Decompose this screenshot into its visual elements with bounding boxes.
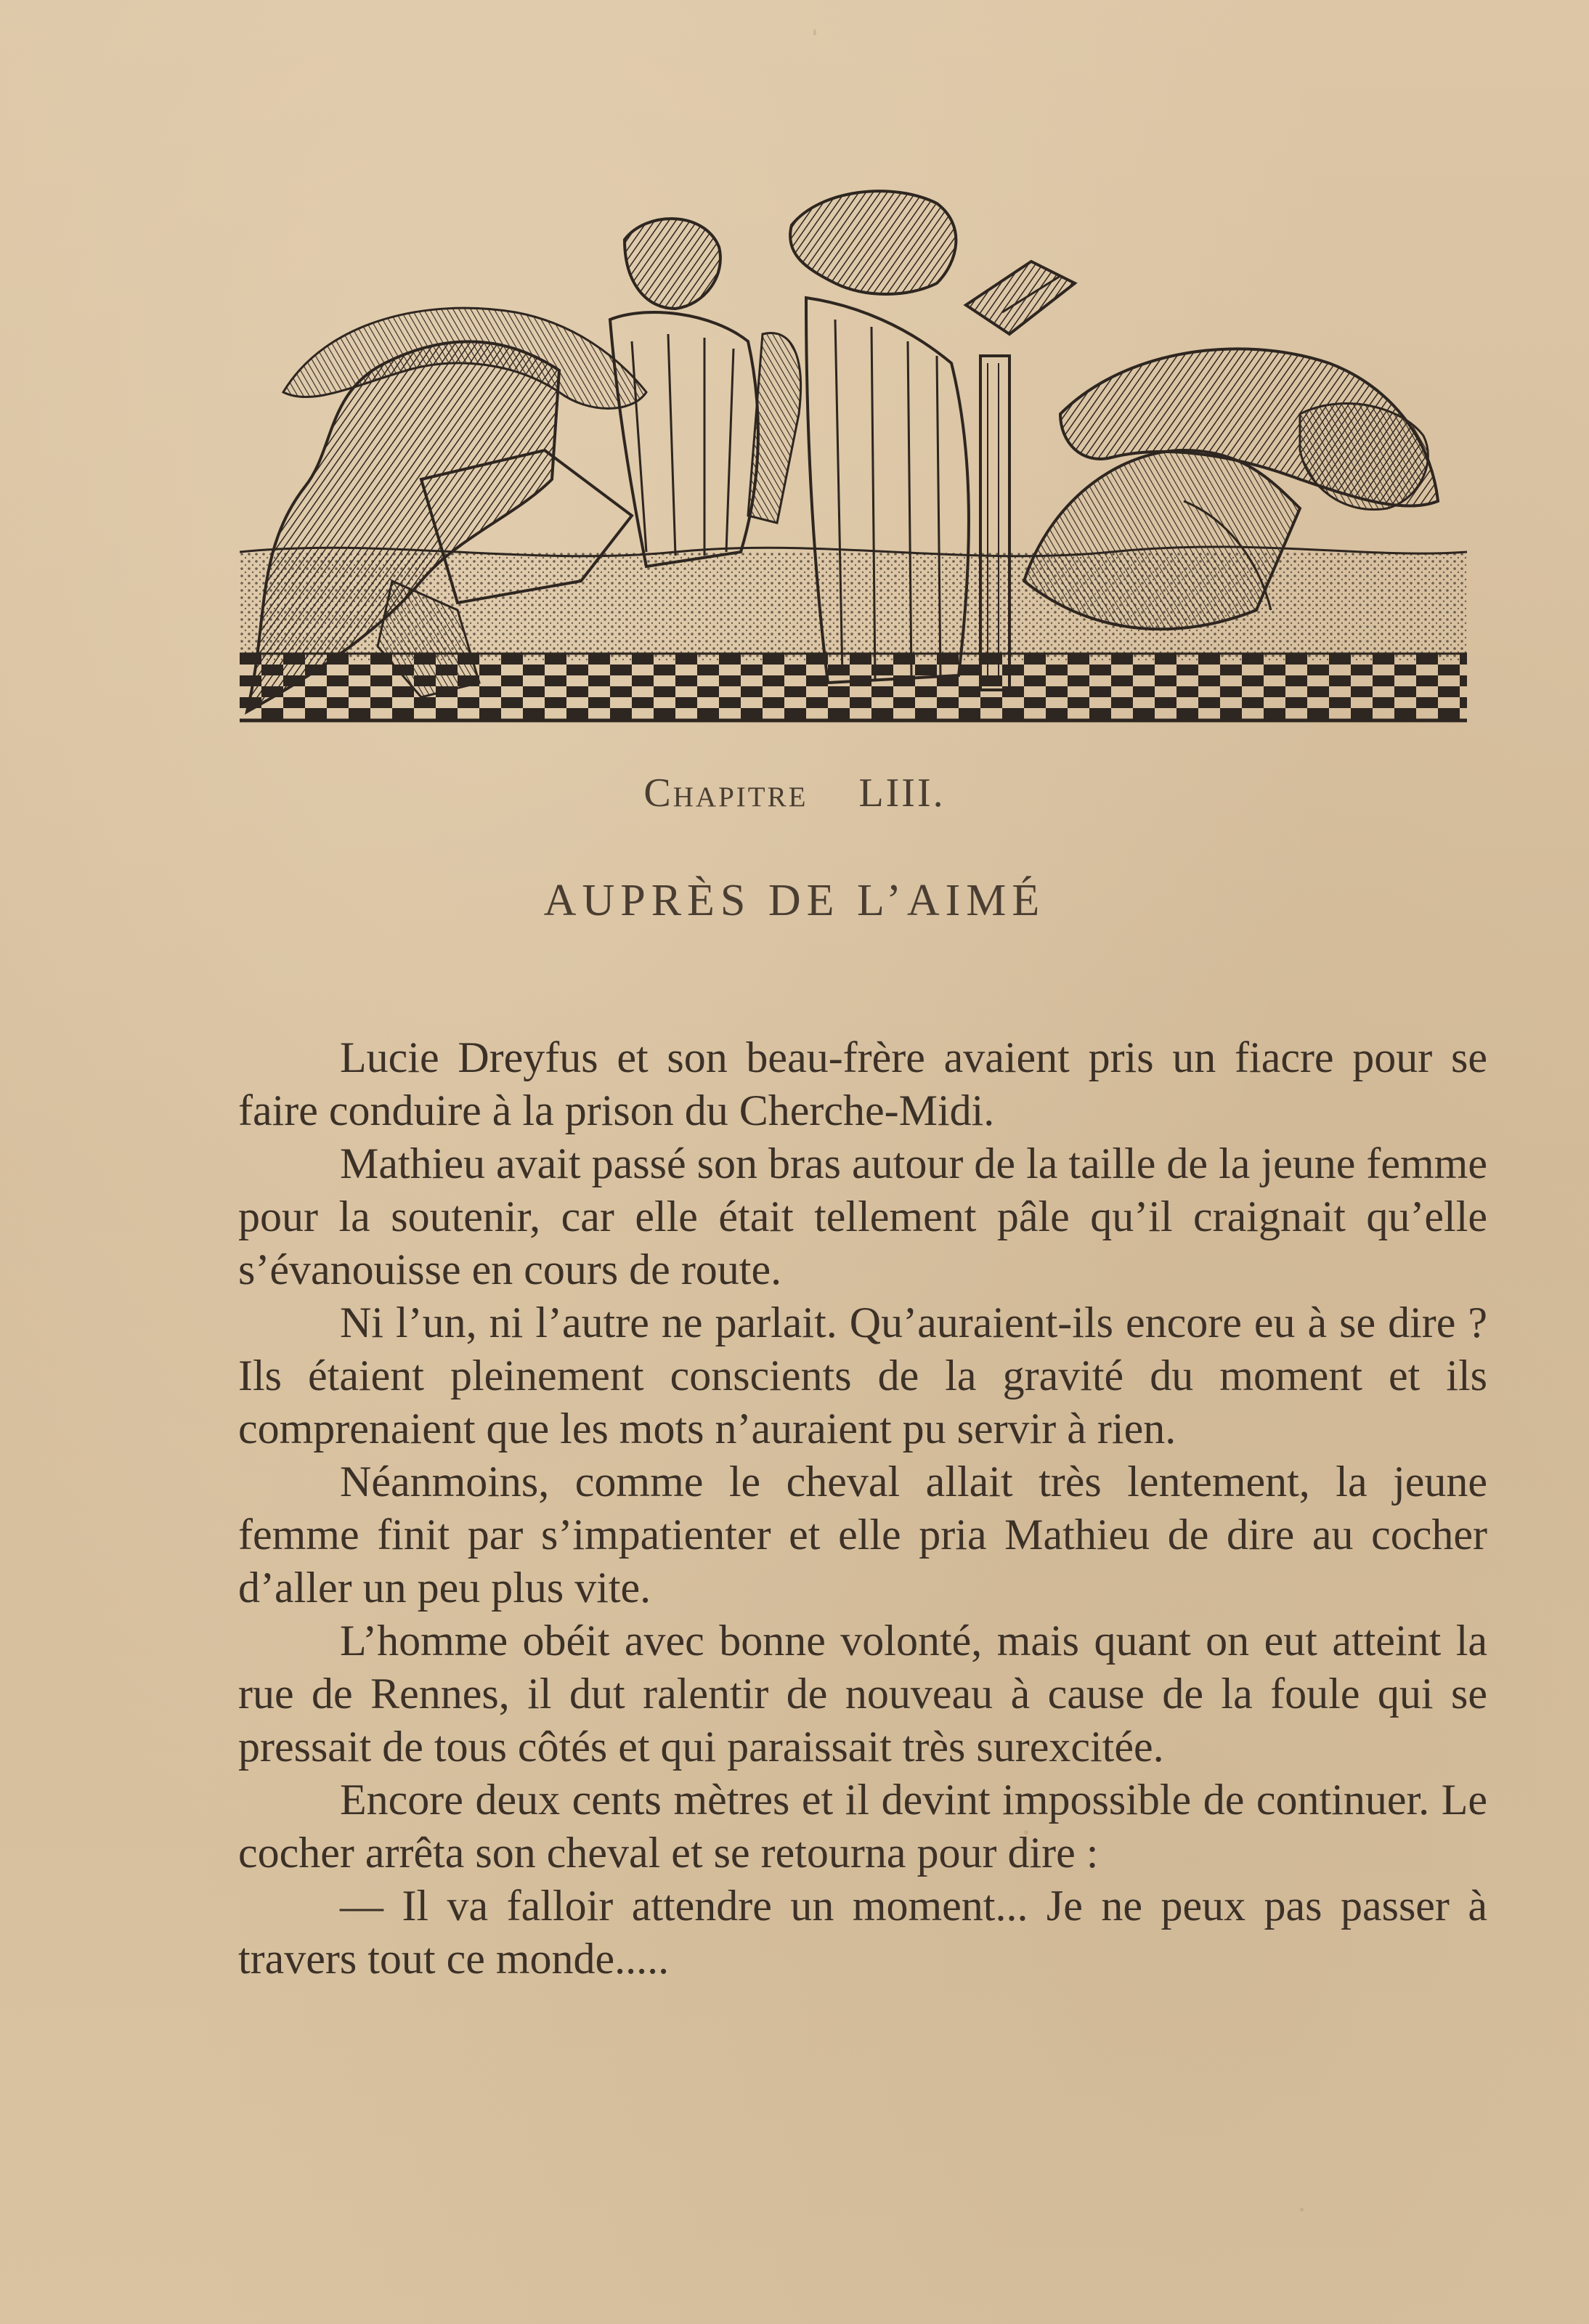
paragraph: Néanmoins, comme le cheval allait très lentement, la jeune femme finit par s’impatienter et elle pria Mathieu de dire au cocher d’aller un peu plus vite. xyxy=(238,1458,1487,1612)
chapter-title: AUPRÈS DE L’AIMÉ xyxy=(543,876,1046,925)
chapter-body xyxy=(238,1031,1487,1986)
engraving-reading-women-icon xyxy=(240,191,1467,720)
paper-speck xyxy=(1300,2208,1304,2211)
chapter-number: LIII. xyxy=(858,771,946,816)
paragraph: Ni l’un, ni l’autre ne parlait. Qu’auraient-ils encore eu à se dire ? Ils étaient pleinement conscients de la gravité du moment et ils comprenaient que les mots n’auraient pu servir à rien. xyxy=(238,1299,1487,1452)
paragraph: — Il va falloir attendre un moment... Je ne peux pas passer à travers tout ce monde..... xyxy=(238,1882,1487,1983)
paragraph: Encore deux cents mètres et il devint impossible de continuer. Le cocher arrêta son cheval et se retourna pour dire : xyxy=(238,1776,1487,1877)
paper-speck xyxy=(813,29,816,36)
chapter-vignette-illustration xyxy=(240,174,1467,734)
chapter-heading xyxy=(0,770,1589,816)
paragraph: Lucie Dreyfus et son beau-frère avaient pris un fiacre pour se faire conduire à la prison du Cherche-Midi. xyxy=(238,1033,1487,1134)
paragraph: Mathieu avait passé son bras autour de la taille de la jeune femme pour la soutenir, car elle était tellement pâle qu’il craignait qu’elle s’évanouisse en cours de route. xyxy=(238,1139,1487,1293)
paragraph: L’homme obéit avec bonne volonté, mais quant on eut atteint la rue de Rennes, il dut ralentir de nouveau à cause de la foule qui se pressait de tous côtés et qui paraissait très surexcitée. xyxy=(238,1617,1487,1771)
chapter-label: Chapitre xyxy=(643,771,808,816)
